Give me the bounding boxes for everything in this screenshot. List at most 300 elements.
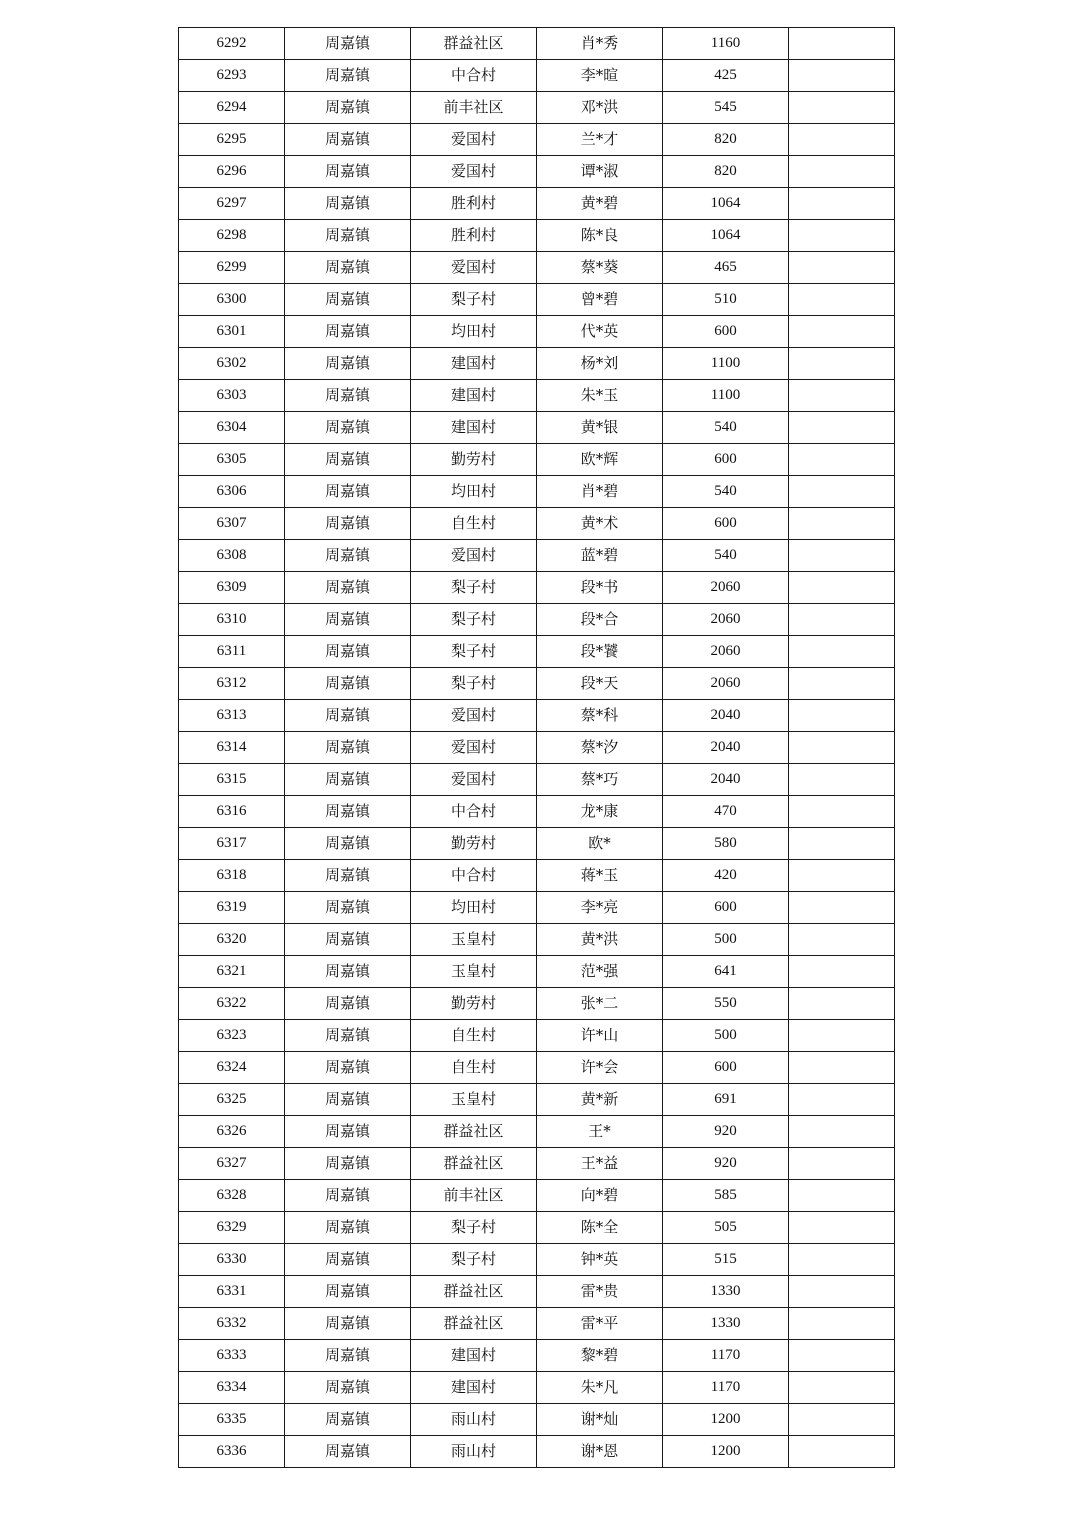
serial-number-cell: 6331 xyxy=(179,1276,285,1308)
note-cell xyxy=(789,1212,895,1244)
table-row xyxy=(179,316,895,348)
amount-cell: 420 xyxy=(663,860,789,892)
table-row xyxy=(179,1244,895,1276)
town-cell: 周嘉镇 xyxy=(285,1340,411,1372)
town-cell: 周嘉镇 xyxy=(285,988,411,1020)
town-cell: 周嘉镇 xyxy=(285,668,411,700)
note-cell xyxy=(789,284,895,316)
town-cell: 周嘉镇 xyxy=(285,540,411,572)
town-cell: 周嘉镇 xyxy=(285,1020,411,1052)
village-cell: 群益社区 xyxy=(411,1148,537,1180)
table-row xyxy=(179,700,895,732)
town-cell: 周嘉镇 xyxy=(285,284,411,316)
amount-cell: 500 xyxy=(663,1020,789,1052)
person-name-cell: 许*山 xyxy=(537,1020,663,1052)
person-name-cell: 蔡*巧 xyxy=(537,764,663,796)
note-cell xyxy=(789,636,895,668)
person-name-cell: 王*益 xyxy=(537,1148,663,1180)
note-cell xyxy=(789,252,895,284)
serial-number-cell: 6311 xyxy=(179,636,285,668)
table-row xyxy=(179,732,895,764)
serial-number-cell: 6329 xyxy=(179,1212,285,1244)
town-cell: 周嘉镇 xyxy=(285,1052,411,1084)
person-name-cell: 杨*刘 xyxy=(537,348,663,380)
amount-cell: 2060 xyxy=(663,668,789,700)
serial-number-cell: 6305 xyxy=(179,444,285,476)
village-cell: 前丰社区 xyxy=(411,1180,537,1212)
serial-number-cell: 6296 xyxy=(179,156,285,188)
table-row xyxy=(179,252,895,284)
person-name-cell: 蒋*玉 xyxy=(537,860,663,892)
village-cell: 中合村 xyxy=(411,860,537,892)
note-cell xyxy=(789,1084,895,1116)
person-name-cell: 段*饕 xyxy=(537,636,663,668)
amount-cell: 920 xyxy=(663,1116,789,1148)
serial-number-cell: 6307 xyxy=(179,508,285,540)
person-name-cell: 许*会 xyxy=(537,1052,663,1084)
person-name-cell: 黄*术 xyxy=(537,508,663,540)
person-name-cell: 黄*新 xyxy=(537,1084,663,1116)
village-cell: 梨子村 xyxy=(411,1244,537,1276)
town-cell: 周嘉镇 xyxy=(285,796,411,828)
serial-number-cell: 6328 xyxy=(179,1180,285,1212)
person-name-cell: 代*英 xyxy=(537,316,663,348)
person-name-cell: 张*二 xyxy=(537,988,663,1020)
village-cell: 前丰社区 xyxy=(411,92,537,124)
person-name-cell: 李*暄 xyxy=(537,60,663,92)
village-cell: 自生村 xyxy=(411,1020,537,1052)
town-cell: 周嘉镇 xyxy=(285,28,411,60)
note-cell xyxy=(789,444,895,476)
note-cell xyxy=(789,1052,895,1084)
serial-number-cell: 6298 xyxy=(179,220,285,252)
town-cell: 周嘉镇 xyxy=(285,124,411,156)
amount-cell: 1330 xyxy=(663,1308,789,1340)
table-row xyxy=(179,1340,895,1372)
town-cell: 周嘉镇 xyxy=(285,1084,411,1116)
serial-number-cell: 6301 xyxy=(179,316,285,348)
note-cell xyxy=(789,540,895,572)
table-row xyxy=(179,412,895,444)
serial-number-cell: 6318 xyxy=(179,860,285,892)
town-cell: 周嘉镇 xyxy=(285,412,411,444)
note-cell xyxy=(789,1148,895,1180)
serial-number-cell: 6294 xyxy=(179,92,285,124)
village-cell: 爱国村 xyxy=(411,540,537,572)
village-cell: 爱国村 xyxy=(411,124,537,156)
amount-cell: 600 xyxy=(663,508,789,540)
amount-cell: 540 xyxy=(663,476,789,508)
town-cell: 周嘉镇 xyxy=(285,60,411,92)
town-cell: 周嘉镇 xyxy=(285,860,411,892)
town-cell: 周嘉镇 xyxy=(285,380,411,412)
table-row xyxy=(179,1404,895,1436)
table-row xyxy=(179,1052,895,1084)
person-name-cell: 黄*银 xyxy=(537,412,663,444)
serial-number-cell: 6302 xyxy=(179,348,285,380)
amount-cell: 600 xyxy=(663,1052,789,1084)
village-cell: 爱国村 xyxy=(411,156,537,188)
town-cell: 周嘉镇 xyxy=(285,316,411,348)
person-name-cell: 王* xyxy=(537,1116,663,1148)
table-row xyxy=(179,380,895,412)
town-cell: 周嘉镇 xyxy=(285,220,411,252)
note-cell xyxy=(789,1404,895,1436)
town-cell: 周嘉镇 xyxy=(285,156,411,188)
serial-number-cell: 6292 xyxy=(179,28,285,60)
serial-number-cell: 6313 xyxy=(179,700,285,732)
note-cell xyxy=(789,604,895,636)
table-row xyxy=(179,92,895,124)
table-row xyxy=(179,348,895,380)
table-row xyxy=(179,1116,895,1148)
town-cell: 周嘉镇 xyxy=(285,1212,411,1244)
village-cell: 自生村 xyxy=(411,508,537,540)
amount-cell: 920 xyxy=(663,1148,789,1180)
person-name-cell: 雷*贵 xyxy=(537,1276,663,1308)
serial-number-cell: 6322 xyxy=(179,988,285,1020)
serial-number-cell: 6295 xyxy=(179,124,285,156)
town-cell: 周嘉镇 xyxy=(285,1148,411,1180)
person-name-cell: 欧* xyxy=(537,828,663,860)
serial-number-cell: 6334 xyxy=(179,1372,285,1404)
town-cell: 周嘉镇 xyxy=(285,764,411,796)
town-cell: 周嘉镇 xyxy=(285,604,411,636)
town-cell: 周嘉镇 xyxy=(285,1244,411,1276)
amount-cell: 515 xyxy=(663,1244,789,1276)
serial-number-cell: 6333 xyxy=(179,1340,285,1372)
person-name-cell: 曾*碧 xyxy=(537,284,663,316)
subsidy-roster-table xyxy=(178,27,895,1468)
note-cell xyxy=(789,1020,895,1052)
village-cell: 勤劳村 xyxy=(411,828,537,860)
note-cell xyxy=(789,1308,895,1340)
village-cell: 胜利村 xyxy=(411,220,537,252)
note-cell xyxy=(789,316,895,348)
serial-number-cell: 6335 xyxy=(179,1404,285,1436)
table-row xyxy=(179,284,895,316)
note-cell xyxy=(789,508,895,540)
person-name-cell: 钟*英 xyxy=(537,1244,663,1276)
person-name-cell: 陈*全 xyxy=(537,1212,663,1244)
person-name-cell: 段*合 xyxy=(537,604,663,636)
serial-number-cell: 6330 xyxy=(179,1244,285,1276)
serial-number-cell: 6319 xyxy=(179,892,285,924)
person-name-cell: 黄*洪 xyxy=(537,924,663,956)
person-name-cell: 范*强 xyxy=(537,956,663,988)
table-row xyxy=(179,1084,895,1116)
amount-cell: 1200 xyxy=(663,1404,789,1436)
amount-cell: 1100 xyxy=(663,348,789,380)
amount-cell: 2060 xyxy=(663,636,789,668)
village-cell: 群益社区 xyxy=(411,1116,537,1148)
amount-cell: 1170 xyxy=(663,1372,789,1404)
serial-number-cell: 6300 xyxy=(179,284,285,316)
table-row xyxy=(179,1372,895,1404)
note-cell xyxy=(789,380,895,412)
note-cell xyxy=(789,412,895,444)
table-row xyxy=(179,892,895,924)
note-cell xyxy=(789,1340,895,1372)
town-cell: 周嘉镇 xyxy=(285,476,411,508)
amount-cell: 1064 xyxy=(663,220,789,252)
person-name-cell: 黄*碧 xyxy=(537,188,663,220)
village-cell: 建国村 xyxy=(411,1372,537,1404)
village-cell: 勤劳村 xyxy=(411,988,537,1020)
note-cell xyxy=(789,860,895,892)
table-row xyxy=(179,540,895,572)
table-row xyxy=(179,220,895,252)
serial-number-cell: 6306 xyxy=(179,476,285,508)
person-name-cell: 蔡*汐 xyxy=(537,732,663,764)
town-cell: 周嘉镇 xyxy=(285,508,411,540)
serial-number-cell: 6314 xyxy=(179,732,285,764)
person-name-cell: 蓝*碧 xyxy=(537,540,663,572)
town-cell: 周嘉镇 xyxy=(285,1180,411,1212)
table-row xyxy=(179,1148,895,1180)
town-cell: 周嘉镇 xyxy=(285,828,411,860)
village-cell: 胜利村 xyxy=(411,188,537,220)
table-row xyxy=(179,764,895,796)
amount-cell: 540 xyxy=(663,540,789,572)
table-row xyxy=(179,1212,895,1244)
serial-number-cell: 6323 xyxy=(179,1020,285,1052)
note-cell xyxy=(789,220,895,252)
serial-number-cell: 6299 xyxy=(179,252,285,284)
village-cell: 梨子村 xyxy=(411,604,537,636)
village-cell: 爱国村 xyxy=(411,700,537,732)
village-cell: 建国村 xyxy=(411,380,537,412)
person-name-cell: 欧*辉 xyxy=(537,444,663,476)
serial-number-cell: 6317 xyxy=(179,828,285,860)
person-name-cell: 李*亮 xyxy=(537,892,663,924)
person-name-cell: 龙*康 xyxy=(537,796,663,828)
serial-number-cell: 6327 xyxy=(179,1148,285,1180)
table-row xyxy=(179,828,895,860)
note-cell xyxy=(789,1276,895,1308)
village-cell: 爱国村 xyxy=(411,764,537,796)
table-row xyxy=(179,124,895,156)
amount-cell: 470 xyxy=(663,796,789,828)
table-row xyxy=(179,956,895,988)
village-cell: 群益社区 xyxy=(411,1308,537,1340)
table-row xyxy=(179,28,895,60)
person-name-cell: 黎*碧 xyxy=(537,1340,663,1372)
note-cell xyxy=(789,764,895,796)
note-cell xyxy=(789,796,895,828)
village-cell: 梨子村 xyxy=(411,636,537,668)
amount-cell: 1100 xyxy=(663,380,789,412)
amount-cell: 2060 xyxy=(663,604,789,636)
amount-cell: 1170 xyxy=(663,1340,789,1372)
person-name-cell: 谢*恩 xyxy=(537,1436,663,1468)
table-row xyxy=(179,924,895,956)
note-cell xyxy=(789,92,895,124)
town-cell: 周嘉镇 xyxy=(285,1372,411,1404)
note-cell xyxy=(789,188,895,220)
person-name-cell: 谢*灿 xyxy=(537,1404,663,1436)
amount-cell: 820 xyxy=(663,124,789,156)
serial-number-cell: 6309 xyxy=(179,572,285,604)
table-row xyxy=(179,476,895,508)
table-row xyxy=(179,1020,895,1052)
person-name-cell: 向*碧 xyxy=(537,1180,663,1212)
amount-cell: 641 xyxy=(663,956,789,988)
amount-cell: 510 xyxy=(663,284,789,316)
amount-cell: 2060 xyxy=(663,572,789,604)
table-row xyxy=(179,60,895,92)
amount-cell: 2040 xyxy=(663,732,789,764)
amount-cell: 1330 xyxy=(663,1276,789,1308)
amount-cell: 505 xyxy=(663,1212,789,1244)
serial-number-cell: 6336 xyxy=(179,1436,285,1468)
village-cell: 均田村 xyxy=(411,892,537,924)
table-row xyxy=(179,860,895,892)
serial-number-cell: 6293 xyxy=(179,60,285,92)
note-cell xyxy=(789,892,895,924)
town-cell: 周嘉镇 xyxy=(285,892,411,924)
village-cell: 群益社区 xyxy=(411,28,537,60)
town-cell: 周嘉镇 xyxy=(285,636,411,668)
note-cell xyxy=(789,348,895,380)
amount-cell: 600 xyxy=(663,444,789,476)
serial-number-cell: 6310 xyxy=(179,604,285,636)
person-name-cell: 邓*洪 xyxy=(537,92,663,124)
village-cell: 梨子村 xyxy=(411,284,537,316)
note-cell xyxy=(789,476,895,508)
town-cell: 周嘉镇 xyxy=(285,188,411,220)
village-cell: 均田村 xyxy=(411,316,537,348)
table-row xyxy=(179,604,895,636)
village-cell: 勤劳村 xyxy=(411,444,537,476)
village-cell: 玉皇村 xyxy=(411,924,537,956)
village-cell: 中合村 xyxy=(411,796,537,828)
amount-cell: 2040 xyxy=(663,764,789,796)
person-name-cell: 肖*碧 xyxy=(537,476,663,508)
village-cell: 自生村 xyxy=(411,1052,537,1084)
village-cell: 雨山村 xyxy=(411,1404,537,1436)
note-cell xyxy=(789,924,895,956)
amount-cell: 1064 xyxy=(663,188,789,220)
note-cell xyxy=(789,1180,895,1212)
amount-cell: 550 xyxy=(663,988,789,1020)
amount-cell: 585 xyxy=(663,1180,789,1212)
amount-cell: 600 xyxy=(663,892,789,924)
table-row xyxy=(179,1308,895,1340)
amount-cell: 691 xyxy=(663,1084,789,1116)
note-cell xyxy=(789,732,895,764)
serial-number-cell: 6304 xyxy=(179,412,285,444)
note-cell xyxy=(789,956,895,988)
amount-cell: 820 xyxy=(663,156,789,188)
person-name-cell: 朱*玉 xyxy=(537,380,663,412)
amount-cell: 600 xyxy=(663,316,789,348)
roster-body xyxy=(179,28,895,1468)
village-cell: 雨山村 xyxy=(411,1436,537,1468)
village-cell: 中合村 xyxy=(411,60,537,92)
table-row xyxy=(179,1436,895,1468)
person-name-cell: 肖*秀 xyxy=(537,28,663,60)
person-name-cell: 蔡*葵 xyxy=(537,252,663,284)
town-cell: 周嘉镇 xyxy=(285,348,411,380)
town-cell: 周嘉镇 xyxy=(285,92,411,124)
note-cell xyxy=(789,700,895,732)
village-cell: 梨子村 xyxy=(411,668,537,700)
table-row xyxy=(179,508,895,540)
serial-number-cell: 6308 xyxy=(179,540,285,572)
amount-cell: 545 xyxy=(663,92,789,124)
serial-number-cell: 6315 xyxy=(179,764,285,796)
serial-number-cell: 6332 xyxy=(179,1308,285,1340)
serial-number-cell: 6297 xyxy=(179,188,285,220)
person-name-cell: 蔡*科 xyxy=(537,700,663,732)
village-cell: 群益社区 xyxy=(411,1276,537,1308)
person-name-cell: 雷*平 xyxy=(537,1308,663,1340)
village-cell: 建国村 xyxy=(411,1340,537,1372)
town-cell: 周嘉镇 xyxy=(285,252,411,284)
person-name-cell: 段*书 xyxy=(537,572,663,604)
village-cell: 建国村 xyxy=(411,412,537,444)
town-cell: 周嘉镇 xyxy=(285,1404,411,1436)
table-row xyxy=(179,156,895,188)
table-row xyxy=(179,572,895,604)
serial-number-cell: 6321 xyxy=(179,956,285,988)
village-cell: 玉皇村 xyxy=(411,1084,537,1116)
town-cell: 周嘉镇 xyxy=(285,572,411,604)
amount-cell: 500 xyxy=(663,924,789,956)
town-cell: 周嘉镇 xyxy=(285,444,411,476)
note-cell xyxy=(789,60,895,92)
amount-cell: 1200 xyxy=(663,1436,789,1468)
serial-number-cell: 6312 xyxy=(179,668,285,700)
table-row xyxy=(179,636,895,668)
table-row xyxy=(179,1180,895,1212)
note-cell xyxy=(789,668,895,700)
table-row xyxy=(179,188,895,220)
person-name-cell: 段*天 xyxy=(537,668,663,700)
note-cell xyxy=(789,828,895,860)
town-cell: 周嘉镇 xyxy=(285,1116,411,1148)
amount-cell: 2040 xyxy=(663,700,789,732)
town-cell: 周嘉镇 xyxy=(285,732,411,764)
serial-number-cell: 6316 xyxy=(179,796,285,828)
amount-cell: 580 xyxy=(663,828,789,860)
table-row xyxy=(179,444,895,476)
note-cell xyxy=(789,124,895,156)
person-name-cell: 朱*凡 xyxy=(537,1372,663,1404)
village-cell: 梨子村 xyxy=(411,1212,537,1244)
table-row xyxy=(179,668,895,700)
serial-number-cell: 6303 xyxy=(179,380,285,412)
amount-cell: 425 xyxy=(663,60,789,92)
serial-number-cell: 6325 xyxy=(179,1084,285,1116)
person-name-cell: 兰*才 xyxy=(537,124,663,156)
village-cell: 梨子村 xyxy=(411,572,537,604)
town-cell: 周嘉镇 xyxy=(285,924,411,956)
town-cell: 周嘉镇 xyxy=(285,1308,411,1340)
amount-cell: 465 xyxy=(663,252,789,284)
person-name-cell: 陈*良 xyxy=(537,220,663,252)
town-cell: 周嘉镇 xyxy=(285,700,411,732)
village-cell: 建国村 xyxy=(411,348,537,380)
amount-cell: 540 xyxy=(663,412,789,444)
person-name-cell: 谭*淑 xyxy=(537,156,663,188)
note-cell xyxy=(789,988,895,1020)
village-cell: 爱国村 xyxy=(411,732,537,764)
serial-number-cell: 6326 xyxy=(179,1116,285,1148)
table-row xyxy=(179,1276,895,1308)
note-cell xyxy=(789,28,895,60)
